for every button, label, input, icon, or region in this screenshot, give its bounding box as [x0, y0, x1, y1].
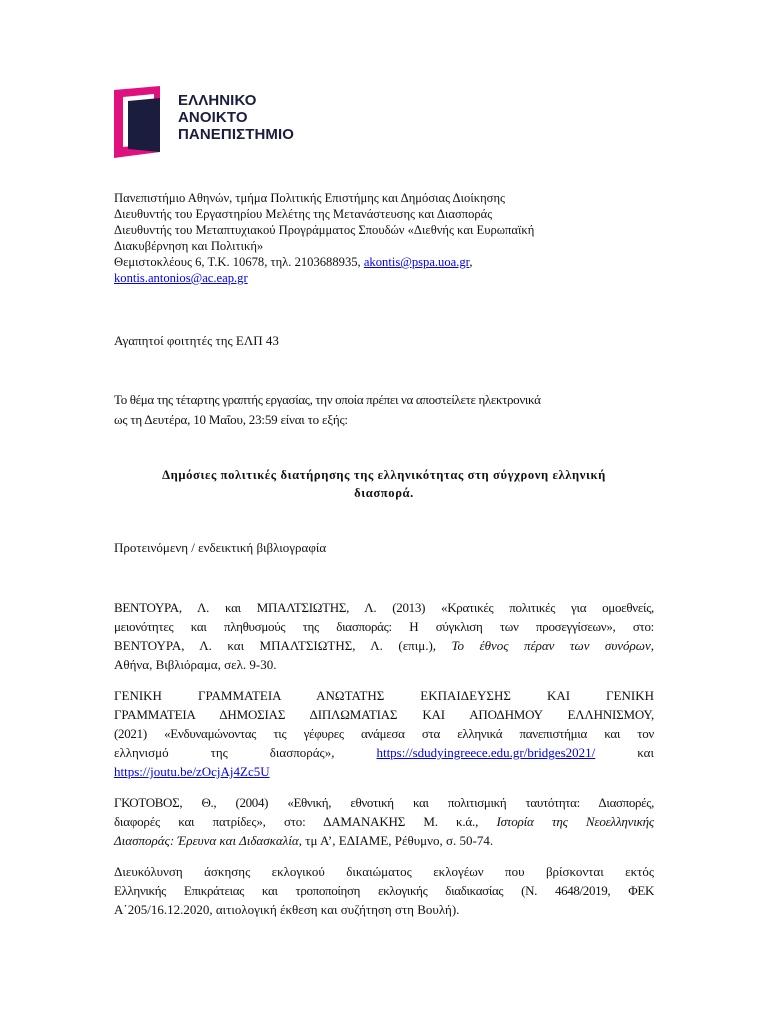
assignment-subject [114, 466, 654, 502]
ref1-book-title: Το έθνος πέραν των συνόρων, [451, 638, 654, 653]
ref2-diaspora-text: ελληνισμό της διασποράς», [114, 745, 377, 760]
list-item [114, 686, 654, 781]
assignment-intro [114, 390, 654, 430]
ref2-line-5 [114, 762, 654, 781]
logo-mark-icon [114, 86, 174, 158]
subject-line-2: διασπορά. [354, 486, 414, 500]
address-line-1: Πανεπιστήμιο Αθηνών, τμήμα Πολιτικής Επιστήμης και Δημόσιας Διοίκησης [114, 191, 506, 205]
address-comma: , [469, 255, 473, 269]
address-line-4: Διακυβέρνηση και Πολιτική» [114, 239, 264, 253]
ref2-line-4 [114, 743, 654, 762]
ref3-book-title-a: Ιστορία της Νεοελληνικής [496, 814, 655, 829]
address-line-6 [114, 270, 654, 286]
address-block [114, 190, 654, 286]
email-link-uoa[interactable]: akontis@pspa.uoa.gr [363, 255, 470, 269]
subject-line-1: Δημόσιες πολιτικές διατήρησης της ελληνικότητας στη σύγχρονη ελληνική [162, 468, 606, 482]
ref3-line-3 [114, 831, 654, 850]
ref1-line-4: Αθήνα, Βιβλιόραμα, σελ. 9-30. [114, 657, 277, 672]
logo-line-3: ΠΑΝΕΠΙΣΤΗΜΙΟ [178, 126, 295, 143]
list-item [114, 862, 654, 919]
ref4-line-2: Ελληνικής Επικράτειας και τροποποίηση εκλογικής διαδικασίας (Ν. 4648/2019, ΦΕΚ [114, 883, 654, 898]
university-logo [114, 86, 304, 158]
ref2-line-2: ΓΡΑΜΜΑΤΕΙΑ ΔΗΜΟΣΙΑΣ ΔΙΠΛΩΜΑΤΙΑΣ ΚΑΙ ΑΠΟΔΗΜΟΥ ΕΛΛΗΝΙΣΜΟΥ, [114, 707, 654, 722]
ref3-publisher: , τμ Α’, ΕΔΙΑΜΕ, Ρέθυμνο, σ. 50-74. [298, 833, 494, 848]
intro-line-1: Το θέμα της τέταρτης γραπτής εργασίας, την οποία πρέπει να αποστείλετε ηλεκτρονικά [114, 392, 541, 407]
intro-line-2: ως τη Δευτέρα, 10 Μαΐου, 23:59 είναι το εξής: [114, 412, 348, 427]
ref4-line-3: Α΄205/16.12.2020, αιτιολογική έκθεση και συζήτηση στη Βουλή). [114, 902, 460, 917]
bibliography-title: Προτεινόμενη / ενδεικτική βιβλιογραφία [114, 540, 327, 555]
ref3-line-1: ΓΚΟΤΟΒΟΣ, Θ., (2004) «Εθνική, εθνοτική και πολιτισμική ταυτότητα: Διασπορές, [114, 795, 654, 810]
greeting: Αγαπητοί φοιτητές της ΕΛΠ 43 [114, 333, 279, 348]
address-line-3: Διευθυντής του Μεταπτυχιακού Προγράμματος Σπουδών «Διεθνής και Ευρωπαϊκή [114, 223, 535, 237]
ref3-line-2 [114, 812, 654, 831]
ref4-line-1: Διευκόλυνση άσκησης εκλογικού δικαιώματος εκλογέων που βρίσκονται εκτός [114, 864, 654, 879]
link-studyingreece[interactable]: https://sdudyingreece.edu.gr/bridges2021/ [376, 745, 596, 760]
list-item [114, 793, 654, 850]
address-line-5 [114, 254, 654, 270]
email-link-eap[interactable]: kontis.antonios@ac.eap.gr [114, 271, 248, 285]
ref2-and: και [637, 745, 654, 760]
ref1-editors: ΒΕΝΤΟΥΡΑ, Λ. και ΜΠΑΛΤΣΙΩΤΗΣ, Λ. (επιμ.), [114, 638, 452, 653]
ref3-authors: διαφορές και πατρίδες», στο: ΔΑΜΑΝΑΚΗΣ Μ. κ.ά., [114, 814, 497, 829]
address-line-2: Διευθυντής του Εργαστηρίου Μελέτης της Μετανάστευσης και Διασποράς [114, 207, 493, 221]
address-street-phone: Θεμιστοκλέους 6, Τ.Κ. 10678, τηλ. 2103688935, [114, 255, 364, 269]
ref2-line-3: (2021) «Ενδυναμώνοντας τις γέφυρες ανάμεσα στα ελληνικά πανεπιστήμια και τον [114, 726, 654, 741]
logo-line-1: ΕΛΛΗΝΙΚΟ [178, 92, 257, 109]
bibliography-list [114, 598, 654, 931]
ref1-line-3 [114, 636, 654, 655]
ref1-line-2: μειονότητες και πληθυσμούς της διασποράς: Η σύγκλιση των προσεγγίσεων», στο: [114, 619, 654, 634]
logo-text [178, 92, 294, 143]
ref3-book-title-b: Διασποράς: Έρευνα και Διδασκαλία [114, 833, 299, 848]
ref2-line-1: ΓΕΝΙΚΗ ΓΡΑΜΜΑΤΕΙΑ ΑΝΩΤΑΤΗΣ ΕΚΠΑΙΔΕΥΣΗΣ ΚΑΙ ΓΕΝΙΚΗ [114, 688, 654, 703]
link-youtube[interactable]: https://joutu.be/zOcjAj4Zc5U [114, 764, 270, 779]
list-item [114, 598, 654, 674]
logo-line-2: ΑΝΟΙΚΤΟ [178, 109, 248, 126]
ref1-line-1: ΒΕΝΤΟΥΡΑ, Λ. και ΜΠΑΛΤΣΙΩΤΗΣ, Λ. (2013) «Κρατικές πολιτικές για ομοεθνείς, [114, 600, 654, 615]
